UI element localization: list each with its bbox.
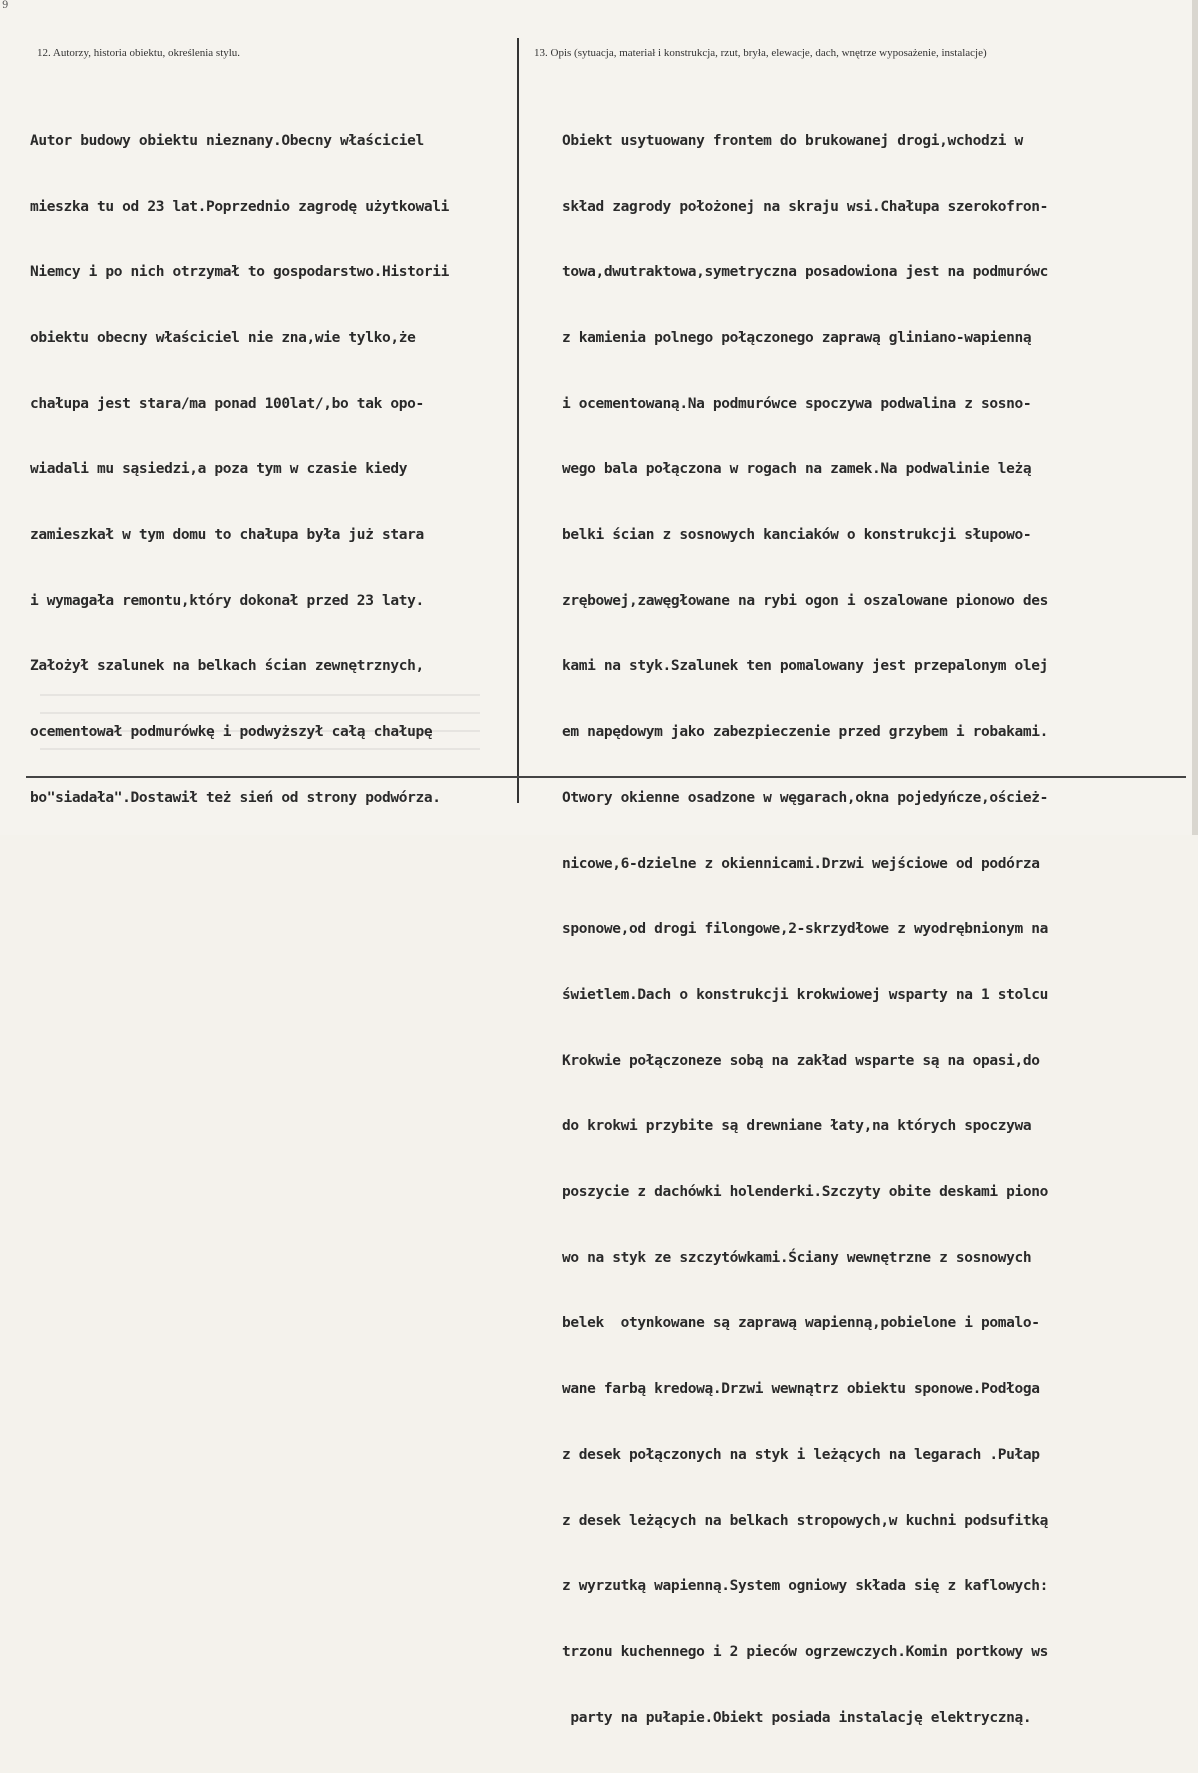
text-line: wego bala połączona w rogach na zamek.Na podwalinie leżą xyxy=(562,461,1032,478)
text-line: em napędowym jako zabezpieczenie przed grzybem i robakami. xyxy=(562,724,1049,741)
text-line: i wymagała remontu,który dokonał przed 23 laty. xyxy=(30,592,424,609)
text-line: party na pułapie.Obiekt posiada instalację elektryczną. xyxy=(562,1709,1032,1726)
text-line: z kamienia polnego połączonego zaprawą gliniano-wapienną xyxy=(562,329,1032,346)
text-line: Niemcy i po nich otrzymał to gospodarstwo.Historii xyxy=(30,264,449,281)
text-line: nicowe,6-dzielne z okiennicami.Drzwi wejściowe od podórza xyxy=(562,855,1040,872)
text-line: sponowe,od drogi filongowe,2-skrzydłowe z wyodrębnionym na xyxy=(562,921,1049,938)
text-line: kami na styk.Szalunek ten pomalowany jest przepalonym olej xyxy=(562,658,1049,675)
text-line: belek otynkowane są zaprawą wapienną,pobielone i pomalo- xyxy=(562,1315,1040,1332)
text-line: i ocementowaną.Na podmurówce spoczywa podwalina z sosno- xyxy=(562,395,1032,412)
text-line: z desek leżących na belkach stropowych,w kuchni podsufitką xyxy=(562,1512,1049,1529)
text-line: chałupa jest stara/ma ponad 100lat/,bo tak opo- xyxy=(30,395,424,412)
left-column-text xyxy=(30,87,545,854)
sheet-edge xyxy=(1192,0,1198,835)
text-line: zrębowej,zawęgłowane na rybi ogon i oszalowane pionowo des xyxy=(562,592,1049,609)
text-line: wiadali mu sąsiedzi,a poza tym w czasie kiedy xyxy=(30,461,408,478)
text-line: Autor budowy obiektu nieznany.Obecny właściciel xyxy=(30,132,424,149)
text-line: poszycie z dachówki holenderki.Szczyty obite deskami piono xyxy=(562,1184,1049,1201)
corner-mark: 9 xyxy=(2,0,9,11)
text-line: z desek połączonych na styk i leżących na legarach .Pułap xyxy=(562,1446,1040,1463)
text-line: wane farbą kredową.Drzwi wewnątrz obiektu sponowe.Podłoga xyxy=(562,1381,1040,1398)
text-line: mieszka tu od 23 lat.Poprzednio zagrodę użytkowali xyxy=(30,198,449,215)
text-line: Założył szalunek na belkach ścian zewnętrznych, xyxy=(30,658,424,675)
right-column-text xyxy=(562,87,1182,1773)
text-line: bo"siadała".Dostawił też sień od strony podwórza. xyxy=(30,789,441,806)
text-line: świetlem.Dach o konstrukcji krokwiowej wsparty na 1 stolcu xyxy=(562,986,1049,1003)
text-line: z wyrzutką wapienną.System ogniowy składa się z kaflowych: xyxy=(562,1578,1049,1595)
right-column-header: 13. Opis (sytuacja, materiał i konstrukcja, rzut, bryła, elewacje, dach, wnętrze wyposażenie, instalacje) xyxy=(534,47,987,59)
text-line: Obiekt usytuowany frontem do brukowanej drogi,wchodzi w xyxy=(562,132,1023,149)
text-line: zamieszkał w tym domu to chałupa była już stara xyxy=(30,527,424,544)
text-line: trzonu kuchennego i 2 pieców ogrzewczych.Komin portkowy ws xyxy=(562,1643,1049,1660)
text-line: Otwory okienne osadzone w węgarach,okna pojedyńcze,oścież- xyxy=(562,789,1049,806)
text-line: Krokwie połączoneze sobą na zakład wsparte są na opasi,do xyxy=(562,1052,1040,1069)
text-line: belki ścian z sosnowych kanciaków o konstrukcji słupowo- xyxy=(562,527,1032,544)
text-line: do krokwi przybite są drewniane łaty,na których spoczywa xyxy=(562,1118,1032,1135)
text-line: towa,dwutraktowa,symetryczna posadowiona jest na podmurówc xyxy=(562,264,1049,281)
left-column-header: 12. Autorzy, historia obiektu, określenia stylu. xyxy=(37,47,241,59)
text-line: skład zagrody położonej na skraju wsi.Chałupa szerokofron- xyxy=(562,198,1049,215)
text-line: ocementował podmurówkę i podwyższył całą chałupę xyxy=(30,724,433,741)
text-line: wo na styk ze szczytówkami.Ściany wewnętrzne z sosnowych xyxy=(562,1249,1032,1266)
text-line: obiektu obecny właściciel nie zna,wie tylko,że xyxy=(30,329,416,346)
